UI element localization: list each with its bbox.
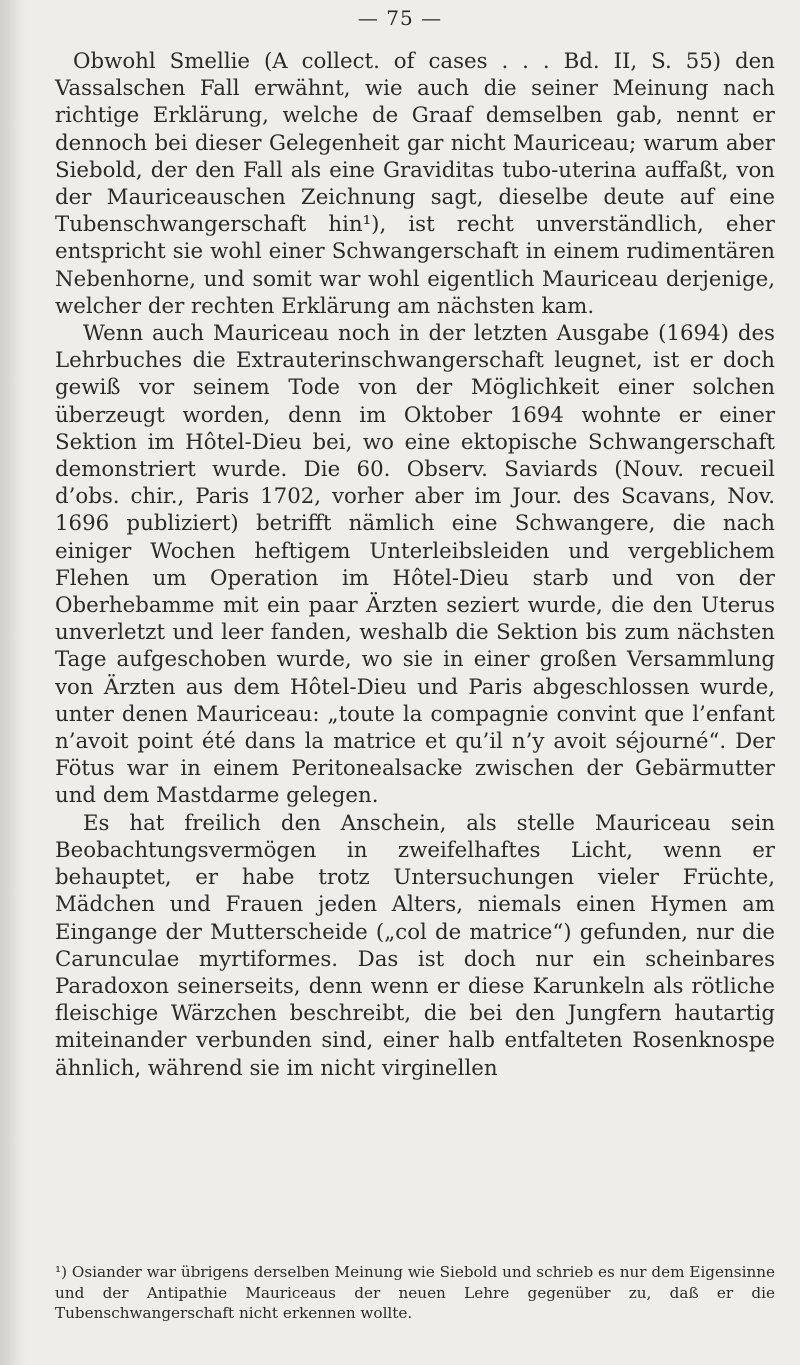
footnote: ¹) Osiander war übrigens derselben Meinung wie Siebold und schrieb es nur dem Eigensinne und der Antipathie Mauriceaus der neuen Lehre gegenüber zu, daß er die Tubenschwangerschaft nicht erkennen wollte. <box>55 1263 775 1322</box>
page-edge-shadow <box>0 0 26 1365</box>
paragraph-3: Es hat freilich den Anschein, als stelle Mauriceau sein Beobachtungsvermögen in zweifelhaftes Licht, wenn er behauptet, er habe trotz Untersuchungen vieler Früchte, Mädchen und Frauen jeden Alters, niemals einen Hymen am Eingange der Mutterscheide („col de matrice“) gefunden, nur die Carunculae myrtiformes. Das ist doch nur ein scheinbares Paradoxon seinerseits, denn wenn er diese Karunkeln als rötliche fleischige Wärzchen beschreibt, die bei den Jungfern hautartig miteinander verbunden sind, einer halb entfalteten Rosenknospe ähnlich, während sie im nicht virginellen <box>55 810 775 1081</box>
body-text <box>55 48 775 1082</box>
paragraph-2: Wenn auch Mauriceau noch in der letzten Ausgabe (1694) des Lehrbuches die Extrauterinschwangerschaft leugnet, ist er doch gewiß vor seinem Tode von der Möglichkeit einer solchen überzeugt worden, denn im Oktober 1694 wohnte er einer Sektion im Hôtel-Dieu bei, wo eine ektopische Schwangerschaft demonstriert wurde. Die 60. Observ. Saviards (Nouv. recueil d’obs. chir., Paris 1702, vorher aber im Jour. des Scavans, Nov. 1696 publiziert) betrifft nämlich eine Schwangere, die nach einiger Wochen heftigem Unterleibsleiden und vergeblichem Flehen um Operation im Hôtel-Dieu starb und von der Oberhebamme mit ein paar Ärzten seziert wurde, die den Uterus unverletzt und leer fanden, weshalb die Sektion bis zum nächsten Tage aufgeschoben wurde, wo sie in einer großen Versammlung von Ärzten aus dem Hôtel-Dieu und Paris abgeschlossen wurde, unter denen Mauriceau: „toute la compagnie convint que l’enfant n’avoit point été dans la matrice et qu’il n’y avoit séjourné“. Der Fötus war in einem Peritonealsacke zwischen der Gebärmutter und dem Mastdarme gelegen. <box>55 321 775 809</box>
page-number: — 75 — <box>357 6 443 30</box>
paragraph-1: Obwohl Smellie (A collect. of cases . . . Bd. II, S. 55) den Vassalschen Fall erwähnt, wie auch die seiner Meinung nach richtige Erklärung, welche de Graaf demselben gab, nennt er dennoch bei dieser Gelegenheit gar nicht Mauriceau; warum aber Siebold, der den Fall als eine Graviditas tubo-uterina auffaßt, von der Mauriceauschen Zeichnung sagt, dieselbe deute auf eine Tubenschwangerschaft hin¹), ist recht unverständlich, eher entspricht sie wohl einer Schwangerschaft in einem rudimentären Nebenhorne, und somit war wohl eigentlich Mauriceau derjenige, welcher der rechten Erklärung am nächsten kam. <box>55 49 775 319</box>
